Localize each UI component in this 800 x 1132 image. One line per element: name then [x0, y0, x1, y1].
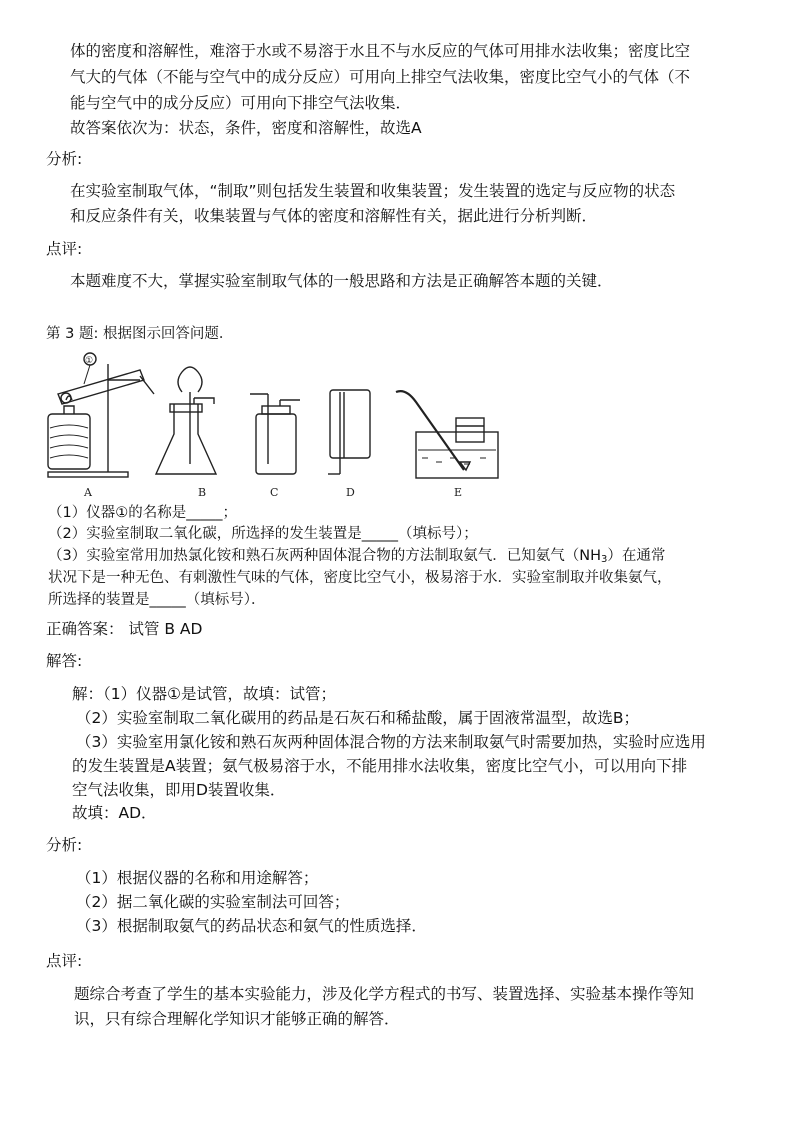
solution-line: 解：（1）仪器①是试管，故填：试管；: [72, 685, 337, 703]
apparatus-a-heating-setup: [48, 353, 154, 477]
apparatus-e-water-trough: [396, 391, 498, 478]
question-title: 第 3 题: 根据图示回答问题．: [46, 326, 234, 342]
comment-line: 题综合考查了学生的基本实验能力，涉及化学方程式的书写、装置选择、实验基本操作等知: [74, 985, 695, 1003]
label-d: D: [346, 486, 355, 499]
subscript: 3: [600, 554, 608, 565]
apparatus-c-bottle: [250, 394, 300, 474]
analysis-line: （1）根据仪器的名称和用途解答；: [76, 869, 319, 887]
answer-blank: _____: [149, 592, 186, 608]
item-2-text: （2）实验室制取二氧化碳，所选择的发生装置是: [48, 526, 362, 542]
question-item-3-line-3: [48, 589, 266, 611]
marker-1: ①: [85, 356, 94, 366]
solution-line: 的发生装置是A装置；氨气极易溶于水，不能用排水法收集，密度比空气小，可以用向下排: [72, 757, 688, 775]
answer-blank: _____: [361, 526, 398, 542]
item-1-text: （1）仪器①的名称是: [48, 505, 187, 521]
label-c: C: [270, 486, 279, 499]
item-3-text: 所选择的装置是: [48, 592, 150, 608]
answer-line: 气大的气体（不能与空气中的成分反应）可用向上排空气法收集，密度比空气小的气体（不: [70, 68, 691, 86]
apparatus-figure: [44, 344, 514, 504]
answer-line: 故答案依次为：状态，条件，密度和溶解性，故选A: [70, 119, 422, 137]
analysis-heading: 分析:: [46, 836, 83, 854]
label-b: B: [198, 486, 207, 499]
solution-line: 空气法收集，即用D装置收集．: [72, 781, 286, 799]
answer-line: 体的密度和溶解性，难溶于水或不易溶于水且不与水反应的气体可用排水法收集；密度比空: [70, 42, 691, 60]
analysis-heading: 分析:: [46, 150, 83, 168]
comment-heading: 点评:: [46, 952, 83, 970]
item-3-suffix: （填标号）．: [185, 592, 266, 608]
label-e: E: [454, 486, 463, 499]
comment-heading: 点评:: [46, 240, 83, 258]
item-1-suffix: ；: [222, 505, 237, 521]
analysis-line: 在实验室制取气体，“制取”则包括发生装置和收集装置；发生装置的选定与反应物的状态: [70, 182, 676, 200]
correct-answer: 正确答案： 试管 B AD: [46, 620, 203, 638]
item-3-text-end: ）在通常: [607, 548, 666, 564]
solution-heading: 解答:: [46, 652, 83, 670]
item-2-suffix: （填标号）；: [397, 526, 478, 542]
question-item-2: [48, 523, 478, 545]
solution-line: （2）实验室制取二氧化碳用的药品是石灰石和稀盐酸，属于固液常温型，故选B；: [76, 709, 639, 727]
solution-line: 故填：AD．: [72, 804, 157, 822]
question-item-1: [48, 502, 237, 524]
solution-line: （3）实验室用氯化铵和熟石灰两种固体混合物的方法来制取氨气时需要加热，实验时应选用: [76, 733, 706, 751]
comment-line: 识，只有综合理解化学知识才能够正确的解答．: [74, 1010, 400, 1028]
analysis-line: 和反应条件有关，收集装置与气体的密度和溶解性有关，据此进行分析判断．: [70, 207, 598, 225]
comment-line: 本题难度不大，掌握实验室制取气体的一般思路和方法是正确解答本题的关键．: [70, 272, 613, 290]
answer-blank: _____: [186, 505, 223, 521]
item-3-text: （3）实验室常用加热氯化铵和熟石灰两种固体混合物的方法制取氨气．已知氨气（NH: [48, 548, 601, 564]
apparatus-b-flask-funnel: [156, 367, 216, 474]
analysis-line: （2）据二氧化碳的实验室制法可回答；: [76, 893, 350, 911]
question-item-3-line-2: 状况下是一种无色、有刺激性气味的气体，密度比空气小，极易溶于水．实验室制取并收集氨气，: [48, 570, 672, 586]
analysis-line: （3）根据制取氨气的药品状态和氨气的性质选择．: [76, 917, 427, 935]
label-a: A: [84, 486, 92, 499]
answer-line: 能与空气中的成分反应）可用向下排空气法收集．: [70, 94, 412, 112]
apparatus-d-inverted-bottle: [328, 390, 370, 474]
